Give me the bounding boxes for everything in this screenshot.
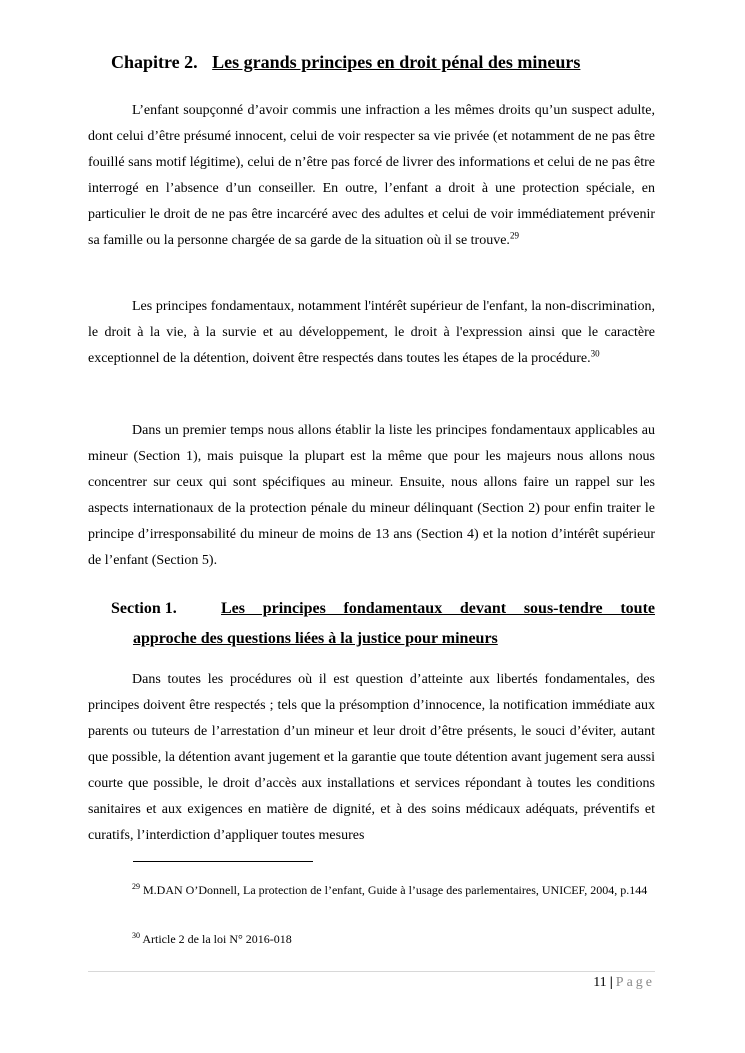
footnote-number: 30 <box>132 931 140 940</box>
section-label: Section 1. <box>111 600 177 617</box>
paragraph-1 <box>88 98 655 254</box>
section-title-line1: Les principes fondamentaux devant sous-tendre toute <box>221 600 655 617</box>
paragraph-4 <box>88 667 655 849</box>
footnote-ref[interactable]: 29 <box>509 230 519 241</box>
page-footer <box>593 975 655 991</box>
section-title-line2: approche des questions liées à la justice pour mineurs <box>133 630 498 647</box>
footer-rule <box>88 971 655 972</box>
paragraph-2 <box>88 294 655 372</box>
footnote-30 <box>88 929 655 949</box>
paragraph-3 <box>88 418 655 574</box>
paragraph-text: Dans un premier temps nous allons établir la liste les principes fondamentaux applicables au mineur (Section 1), mais puisque la plupart est la même que pour les majeurs nous allons nous concentrer sur ceux qui sont spécifiques au mineur. Ensuite, nous allons faire un rappel sur les aspects internationaux de la protection pénale du mineur délinquant (Section 2) pour enfin traiter le principe d’irresponsabilité du mineur de moins de 13 ans (Section 4) et la notion d’intérêt supérieur de l’enfant (Section 5). <box>88 423 655 568</box>
paragraph-text: Dans toutes les procédures où il est question d’atteinte aux libertés fondamentales, des principes doivent être respectés ; tels que la présomption d’innocence, la notification immédiate aux parents ou tuteurs de l’arrestation d’un mineur et leur droit d’être présents, le souci d’éviter, autant que possible, la détention avant jugement et la garantie que toute détention avant jugement sera aussi courte que possible, le droit d’accès aux installations et services répondant à toutes les conditions sanitaires et aux exigences en matière de dignité, et à des soins médicaux adéquats, préventifs et curatifs, l’interdiction d’appliquer toutes mesures <box>88 672 655 843</box>
section-heading <box>111 594 655 654</box>
page-number: 11 <box>593 975 607 990</box>
footnote-29 <box>88 880 655 900</box>
chapter-title: Les grands principes en droit pénal des mineurs <box>212 52 581 72</box>
chapter-label: Chapitre 2. <box>111 52 198 72</box>
page-label: Page <box>615 975 655 990</box>
footnote-ref[interactable]: 30 <box>590 348 600 359</box>
paragraph-text: L’enfant soupçonné d’avoir commis une infraction a les mêmes droits qu’un suspect adulte, dont celui d’être présumé innocent, celui de voir respecter sa vie privée (et notamment de ne pas être fouillé sans motif légitime), celui de n’être pas forcé de livrer des informations et celui de ne pas être interrogé en l’absence d’un conseiller. En outre, l’enfant a droit à une protection spéciale, en particulier le droit de ne pas être incarcéré avec des adultes et celui de voir immédiatement prévenir sa famille ou la personne chargée de sa garde de la situation où il se trouve. <box>88 103 655 248</box>
paragraph-text: Les principes fondamentaux, notamment l'intérêt supérieur de l'enfant, la non-discrimination, le droit à la vie, à la survie et au développement, le droit à l'expression ainsi que le caractère exceptionnel de la détention, doivent être respectés dans toutes les étapes de la procédure. <box>88 299 655 366</box>
chapter-heading <box>111 52 671 73</box>
footnote-text: M.DAN O’Donnell, La protection de l’enfant, Guide à l’usage des parlementaires, UNICEF, 2004, p.144 <box>143 883 648 897</box>
footnote-separator <box>133 861 313 862</box>
footer-separator: | <box>609 975 613 990</box>
footnote-text: Article 2 de la loi N° 2016-018 <box>142 932 292 946</box>
footnote-number: 29 <box>132 882 140 891</box>
